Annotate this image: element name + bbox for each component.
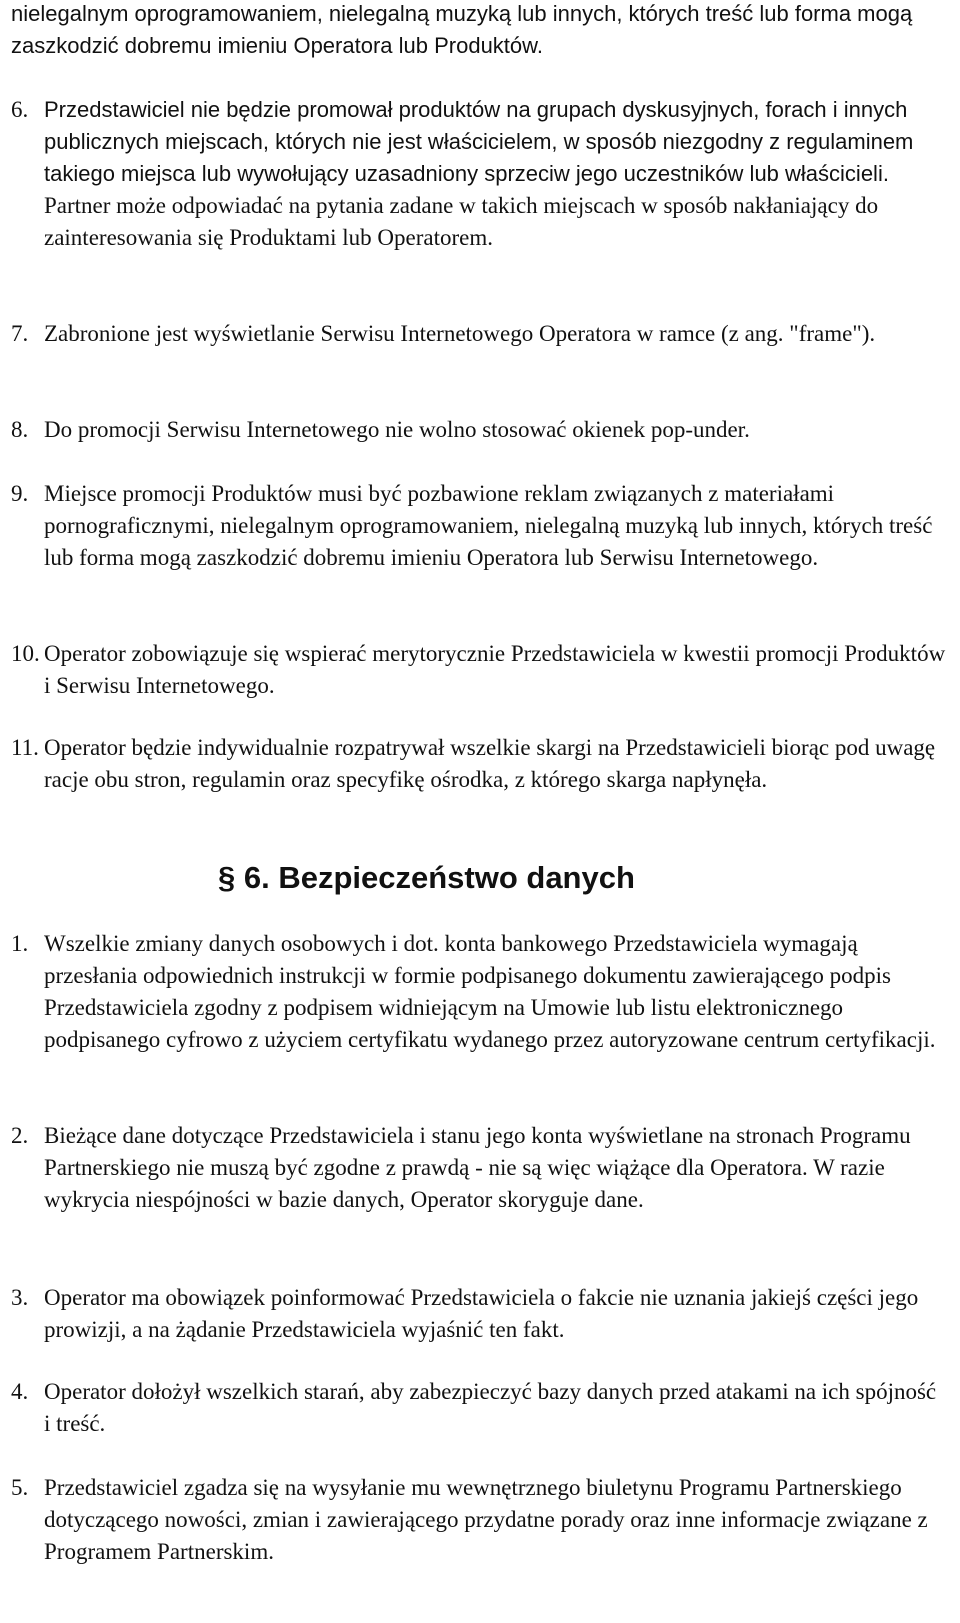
- item-number: 7.: [11, 321, 29, 346]
- item-text: Operator dołożył wszelkich starań, aby zabezpieczyć bazy danych przed atakami na ich spójność i treść.: [44, 1379, 937, 1436]
- item-number: 4.: [11, 1379, 29, 1404]
- section-heading: § 6. Bezpieczeństwo danych: [218, 860, 635, 895]
- item-text: Zabronione jest wyświetlanie Serwisu Internetowego Operatora w ramce (z ang. "frame").: [44, 321, 876, 346]
- item-number: 8.: [11, 417, 29, 442]
- item-number: 11.: [11, 735, 39, 760]
- item-text: Operator będzie indywidualnie rozpatrywał wszelkie skargi na Przedstawicieli biorąc pod uwagę racje obu stron, regulamin oraz specyfikę ośrodka, z którego skarga napłynęła.: [44, 735, 936, 792]
- item-number: 10.: [11, 641, 40, 666]
- item-text-part: Partner może odpowiadać na pytania zadane w takich miejscach w sposób nakłaniający do zainteresowania się Produktami lub Operatorem.: [44, 193, 879, 250]
- item-text: Miejsce promocji Produktów musi być pozbawione reklam związanych z materiałami pornograficznymi, nielegalnym oprogramowaniem, nielegalną muzyką lub innych, których treść lub forma mogą zaszkodzić dobremu imieniu Operatora lub Serwisu Internetowego.: [44, 481, 933, 570]
- item-number: 2.: [11, 1123, 29, 1148]
- item-text: Bieżące dane dotyczące Przedstawiciela i stanu jego konta wyświetlane na stronach Programu Partnerskiego nie muszą być zgodne z prawdą - nie są więc wiążące dla Operatora. W razie wykrycia niespójności w bazie danych, Operator skoryguje dane.: [44, 1123, 911, 1212]
- item-text: Operator ma obowiązek poinformować Przedstawiciela o fakcie nie uznania jakiejś części jego prowizji, a na żądanie Przedstawiciela wyjaśnić ten fakt.: [44, 1285, 919, 1342]
- item-text: Wszelkie zmiany danych osobowych i dot. konta bankowego Przedstawiciela wymagają przesłania odpowiednich instrukcji w formie podpisanego dokumentu zawierającego podpis Przedstawiciela zgodny z podpisem widniejącym na Umowie lub listu elektronicznego podpisanego cyfrowo z użyciem certyfikatu wydanego przez autoryzowane centrum certyfikacji.: [44, 931, 936, 1052]
- item-number: 1.: [11, 931, 29, 956]
- item-number: 5.: [11, 1475, 29, 1500]
- item-text: Do promocji Serwisu Internetowego nie wolno stosować okienek pop-under.: [44, 417, 750, 442]
- item-text: Przedstawiciel zgadza się na wysyłanie mu wewnętrznego biuletynu Programu Partnerskiego dotyczącego nowości, zmian i zawierającego przydatne porady oraz inne informacje związane z Programem Partnerskim.: [44, 1475, 928, 1564]
- continuation-paragraph: nielegalnym oprogramowaniem, nielegalną muzyką lub innych, których treść lub forma mogą zaszkodzić dobremu imieniu Operatora lub Produktów.: [11, 1, 913, 58]
- item-text-part: Przedstawiciel nie będzie promował produktów na grupach dyskusyjnych, forach i innych publicznych miejscach, których nie jest właścicielem, w sposób niezgodny z regulaminem takiego miejsca lub wywołujący uzasadniony sprzeciw jego uczestników lub właścicieli.: [44, 97, 914, 186]
- item-number: 9.: [11, 481, 29, 506]
- item-text: Operator zobowiązuje się wspierać merytorycznie Przedstawiciela w kwestii promocji Produktów i Serwisu Internetowego.: [44, 641, 946, 698]
- item-number: 3.: [11, 1285, 29, 1310]
- item-number: 6.: [11, 97, 29, 122]
- item-text: [44, 94, 946, 254]
